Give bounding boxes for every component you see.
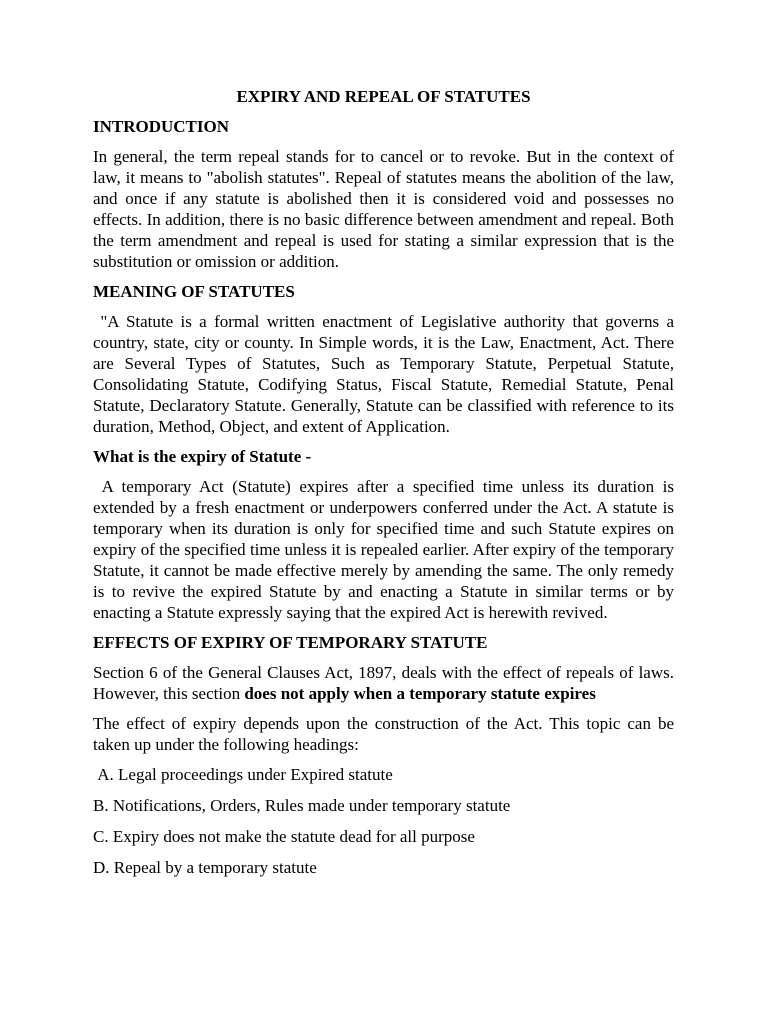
introduction-paragraph: In general, the term repeal stands for to cancel or to revoke. But in the context of law, it means to "abolish statutes". Repeal of statutes means the abolition of the law, and once if any statute is abolished then it is considered void and possesses no effects. In addition, there is no basic difference between amendment and repeal. Both the term amendment and repeal is used for stating a similar expression that is the substitution or omission or addition. [93, 147, 674, 271]
list-item-c: C. Expiry does not make the statute dead for all purpose [93, 827, 475, 846]
effects-paragraph-plain: Section 6 of the General Clauses Act, 1897, deals with the effect of repeals of laws. However, this section [93, 663, 674, 703]
expiry-paragraph: A temporary Act (Statute) expires after a specified time unless its duration is extended by a fresh enactment or underpowers conferred under the Act. A statute is temporary when its duration is only for specified time and such Statute expires on expiry of the specified time unless it is repealed earlier. After expiry of the temporary Statute, it cannot be made effective merely by amending the same. The only remedy is to revive the expired Statute by and enacting a Statute in similar terms or by enacting a Statute expressly saying that the expired Act is herewith revived. [93, 477, 679, 622]
introduction-heading: INTRODUCTION [93, 117, 230, 136]
effects-paragraph [93, 662, 674, 704]
meaning-paragraph: "A Statute is a formal written enactment of Legislative authority that governs a country, state, city or county. In Simple words, it is the Law, Enactment, Act. There are Several Types of Statutes, Such as Temporary Statute, Perpetual Statute, Consolidating Statute, Codifying Status, Fiscal Statute, Remedial Statute, Penal Statute, Declaratory Statute. Generally, Statute can be classified with reference to its duration, Method, Object, and extent of Application. [93, 312, 679, 436]
effects-paragraph-bold: does not apply when a temporary statute expires [244, 684, 596, 703]
list-item-a: A. Legal proceedings under Expired statute [93, 765, 393, 784]
list-item-b: B. Notifications, Orders, Rules made under temporary statute [93, 796, 511, 815]
effects-paragraph-2: The effect of expiry depends upon the construction of the Act. This topic can be taken up under the following headings: [93, 714, 674, 754]
expiry-heading: What is the expiry of Statute - [93, 447, 312, 466]
effects-heading: EFFECTS OF EXPIRY OF TEMPORARY STATUTE [93, 633, 488, 652]
list-item-d: D. Repeal by a temporary statute [93, 858, 317, 877]
meaning-heading: MEANING OF STATUTES [93, 282, 295, 301]
document-title: EXPIRY AND REPEAL OF STATUTES [236, 87, 531, 106]
